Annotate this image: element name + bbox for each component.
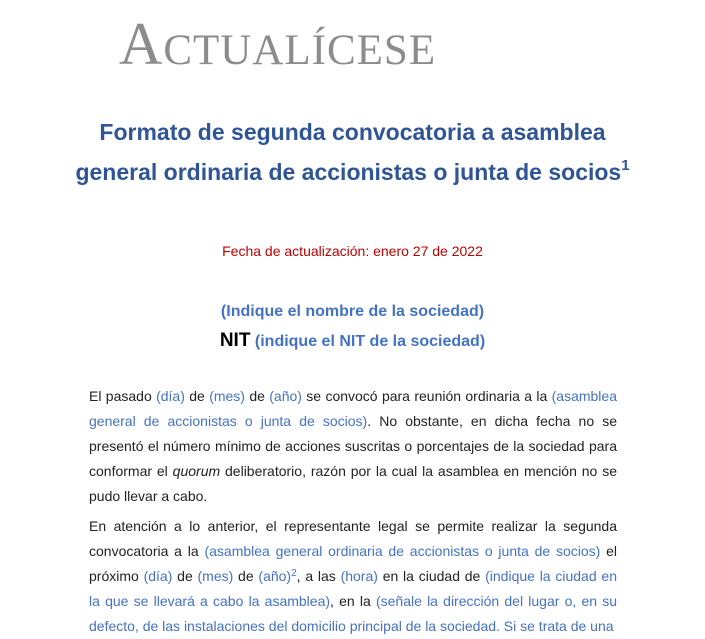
nit-placeholder: (indique el NIT de la sociedad) xyxy=(254,333,486,350)
update-date: Fecha de actualización: enero 27 de 2022 xyxy=(222,243,483,259)
paragraph-second-call: En atención a lo anterior, el representante legal se permite realizar la segunda convocatoria a la (asamblea general ordinaria de accionistas o junta de socios) el próximo (día) de (mes) de (año)$^2$, a las (hora) en la ciudad de (indique la ciudad en la que se llevará a cabo la asamblea), en la (señale la dirección del lugar o, en su defecto, de las instalaciones del domicilio principal de la sociedad. Si se trata de una xyxy=(89,518,617,634)
nit-label: NIT xyxy=(219,330,251,351)
nit-line xyxy=(0,329,705,354)
document-title: Formato de segunda convocatoria a asamblea general ordinaria de accionistas o junta de socios$^1$ xyxy=(75,119,630,185)
paragraph-first-call: El pasado (día) de (mes) de (año) se convocó para reunión ordinaria a la (asamblea general de accionistas o junta de socios). No obstante, en dicha fecha no se presentó el número mínimo de acciones suscritas o porcentajes de la sociedad para conformar el quorum deliberatorio, razón por la cual la asamblea en mención no se pudo llevar a cabo. xyxy=(89,388,618,504)
footnote-marker-2: 2 xyxy=(291,568,297,579)
actualicese-logo: ACTUALÍCESE xyxy=(119,11,437,77)
title-footnote-marker: 1 xyxy=(621,157,630,174)
company-name-placeholder: (Indique el nombre de la sociedad) xyxy=(220,303,485,320)
